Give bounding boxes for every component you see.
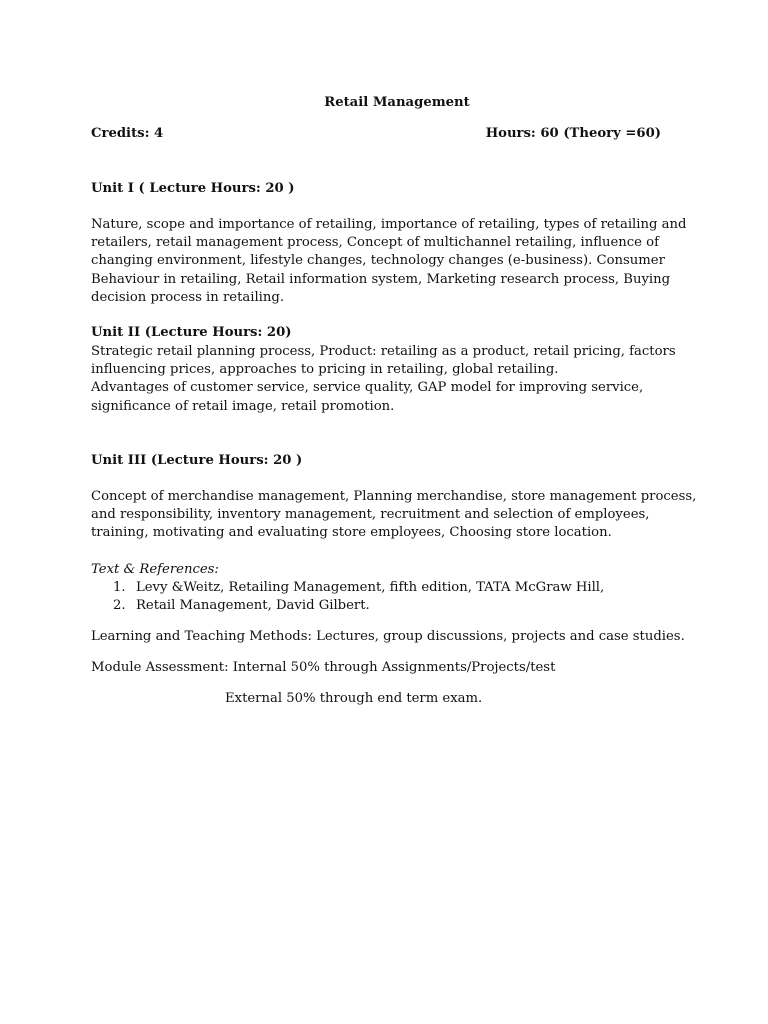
unit2-content [91, 343, 681, 416]
unit2-line: Advantages of customer service, service quality, GAP model for improving service, [91, 380, 644, 396]
unit3-heading: Unit III (Lecture Hours: 20 ) [91, 453, 303, 468]
unit1-content [91, 216, 687, 307]
learning-methods: Learning and Teaching Methods: Lectures, group discussions, projects and case studies. [91, 629, 685, 644]
reference-item: Levy &Weitz, Retailing Management, fifth edition, TATA McGraw Hill, [136, 580, 605, 595]
unit1-line: Behaviour in retailing, Retail information system, Marketing research process, Buying [91, 271, 671, 287]
unit2-line: significance of retail image, retail promotion. [91, 398, 395, 414]
unit3-line: Concept of merchandise management, Planning merchandise, store management process, [91, 489, 697, 504]
unit2-heading: Unit II (Lecture Hours: 20) [91, 325, 292, 340]
unit1-line: retailers, retail management process, Concept of multichannel retailing, influence of [91, 235, 659, 251]
unit3-line: and responsibility, inventory management, recruitment and selection of employees, [91, 507, 650, 523]
hours-label: Hours: 60 (Theory =60) [485, 126, 661, 141]
reference-item: Retail Management, David Gilbert. [136, 598, 370, 613]
unit1-heading: Unit I ( Lecture Hours: 20 ) [91, 181, 295, 196]
unit2-line: Strategic retail planning process, Product: retailing as a product, retail pricing, factors [91, 344, 676, 359]
module-assessment-external: External 50% through end term exam. [225, 691, 483, 706]
unit1-line: changing environment, lifestyle changes, technology changes (e-business). Consumer [91, 253, 665, 269]
reference-number: 1. [113, 580, 126, 595]
unit3-line: training, motivating and evaluating store employees, Choosing store location. [91, 525, 612, 541]
credits-label: Credits: 4 [91, 126, 164, 141]
unit1-line: Nature, scope and importance of retailing, importance of retailing, types of retailing and [91, 217, 687, 232]
document-title: Retail Management [324, 95, 470, 110]
unit3-content [91, 488, 697, 543]
module-assessment-internal: Module Assessment: Internal 50% through Assignments/Projects/test [91, 660, 556, 675]
unit2-line: influencing prices, approaches to pricing in retailing, global retailing. [91, 362, 559, 378]
references-heading: Text & References: [91, 562, 219, 577]
reference-number: 2. [113, 598, 126, 613]
unit1-line: decision process in retailing. [91, 289, 285, 305]
